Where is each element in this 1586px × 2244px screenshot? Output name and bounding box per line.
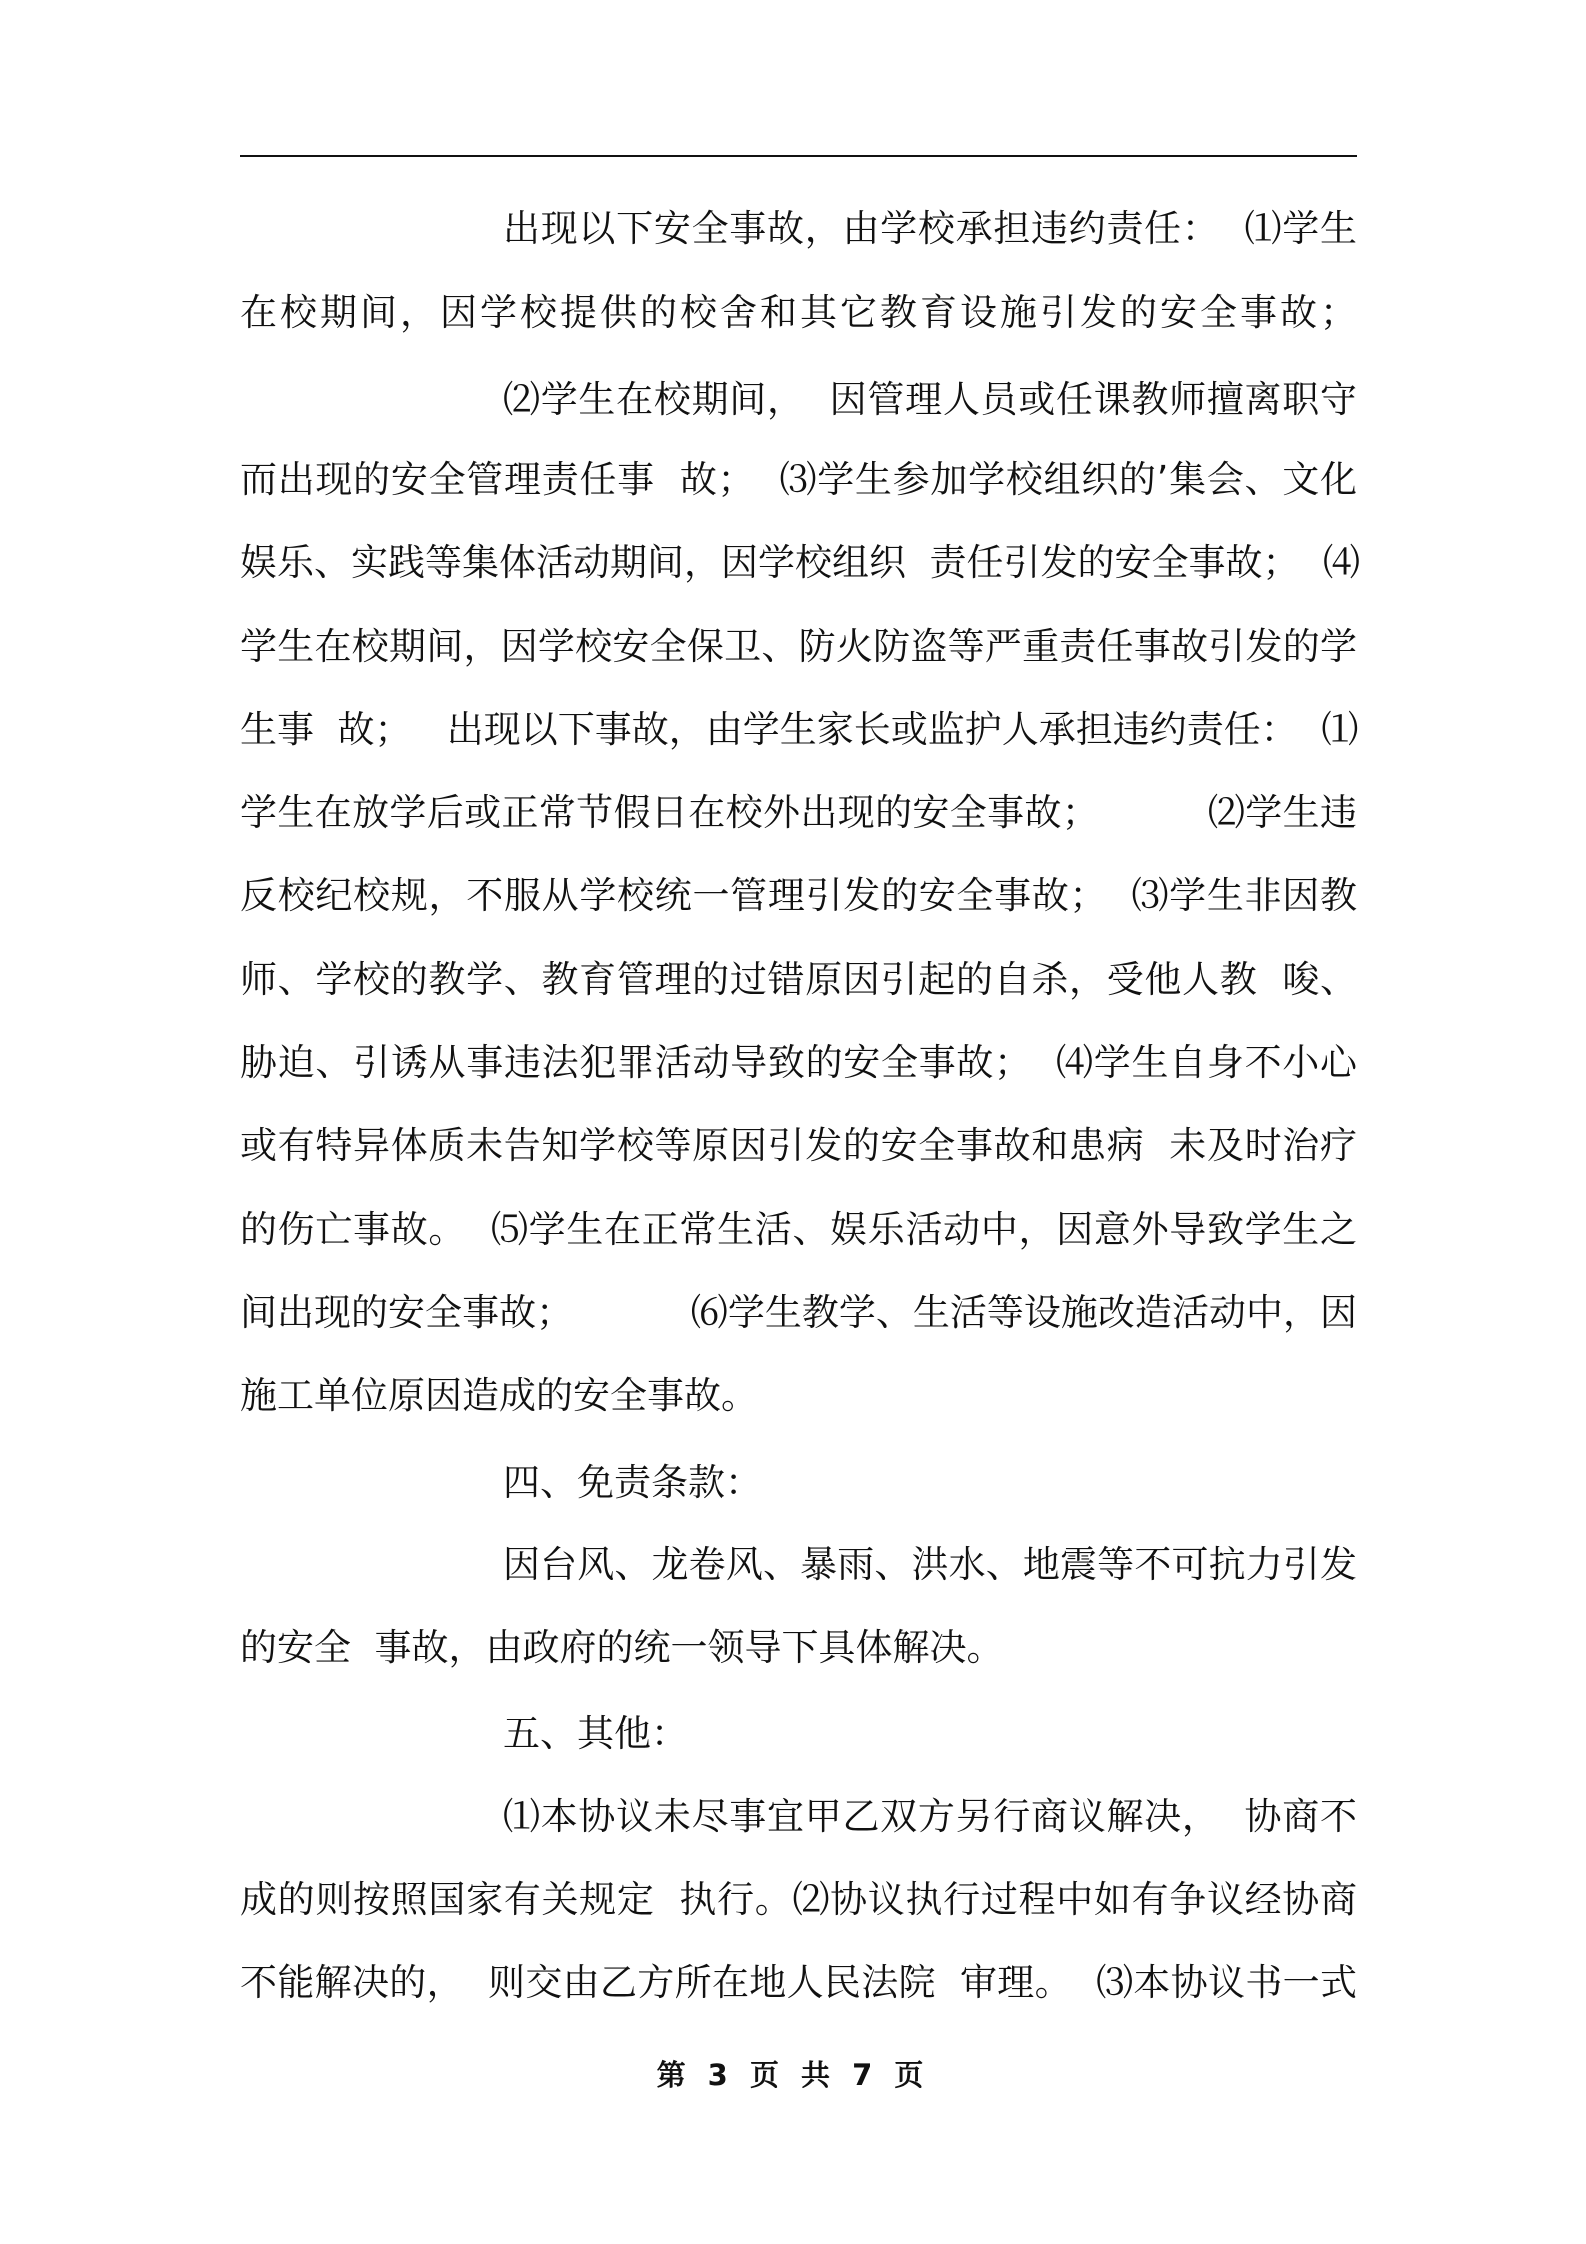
text-line: 的安全 事故，由政府的统一领导下具体解决。: [240, 1626, 1004, 1669]
text-line: ⑵学生在校期间， 因管理人员或任课教师擅离职守: [503, 378, 1357, 421]
text-line: 出现以下安全事故，由学校承担违约责任： ⑴学生: [503, 207, 1357, 250]
text-line: 而出现的安全管理责任事 故； ⑶学生参加学校组织的’集会、文化: [240, 458, 1357, 501]
text-line: 的伤亡事故。 ⑸学生在正常生活、娱乐活动中，因意外导致学生之: [240, 1208, 1357, 1251]
page-number: 第 3 页 共 7 页: [656, 2058, 930, 2092]
header-rule: [240, 155, 1357, 157]
text-line: 施工单位原因造成的安全事故。: [240, 1374, 758, 1417]
text-line: 因台风、龙卷风、暴雨、洪水、地震等不可抗力引发: [503, 1543, 1357, 1586]
text-line: 在校期间，因学校提供的校舍和其它教育设施引发的安全事故；: [240, 291, 1357, 334]
text-line: 师、学校的教学、教育管理的过错原因引起的自杀，受他人教 唆、: [240, 958, 1357, 1001]
text-line: 胁迫、引诱从事违法犯罪活动导致的安全事故； ⑷学生自身不小心: [240, 1041, 1357, 1084]
text-line: 学生在放学后或正常节假日在校外出现的安全事故； ⑵学生违: [240, 791, 1357, 834]
text-line: 反校纪校规，不服从学校统一管理引发的安全事故； ⑶学生非因教: [240, 874, 1357, 917]
text-line: 学生在校期间，因学校安全保卫、防火防盗等严重责任事故引发的学: [240, 625, 1357, 668]
text-line: 不能解决的， 则交由乙方所在地人民法院 审理。 ⑶本协议书一式: [240, 1961, 1357, 2004]
text-line: 或有特异体质未告知学校等原因引发的安全事故和患病 未及时治疗: [240, 1124, 1357, 1167]
section-heading: 四、免责条款：: [503, 1461, 762, 1504]
text-line: 娱乐、实践等集体活动期间，因学校组织 责任引发的安全事故； ⑷: [240, 541, 1361, 584]
text-line: 成的则按照国家有关规定 执行。⑵协议执行过程中如有争议经协商: [240, 1878, 1357, 1921]
text-line: ⑴本协议未尽事宜甲乙双方另行商议解决， 协商不: [503, 1795, 1357, 1838]
text-line: 间出现的安全事故； ⑹学生教学、生活等设施改造活动中，因: [240, 1291, 1357, 1334]
text-line: 生事 故； 出现以下事故，由学生家长或监护人承担违约责任： ⑴: [240, 708, 1359, 751]
section-heading: 五、其他：: [503, 1712, 688, 1755]
